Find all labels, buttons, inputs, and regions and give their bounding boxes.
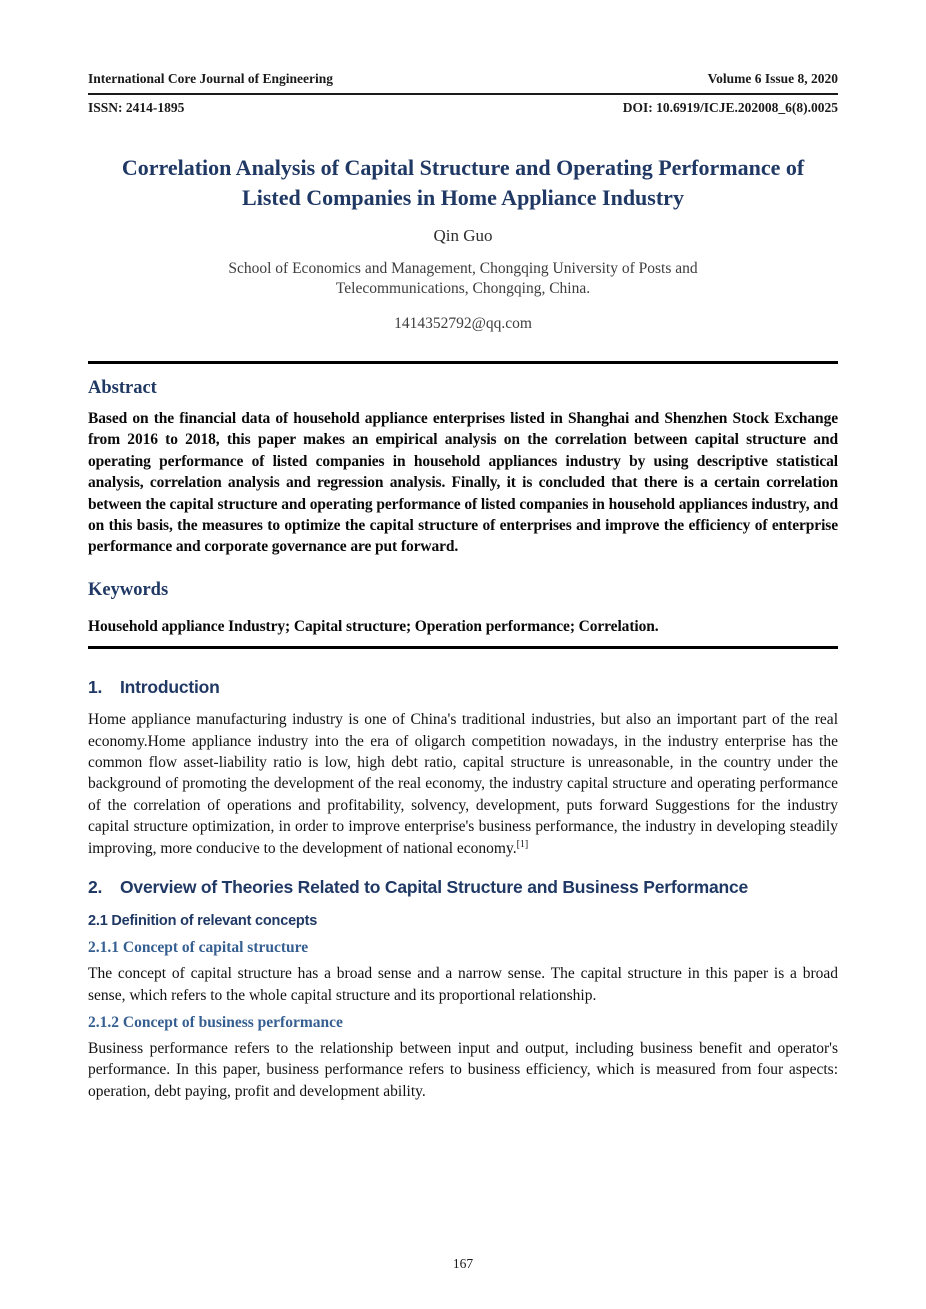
keywords-heading: Keywords xyxy=(88,579,169,600)
author-affiliation: School of Economics and Management, Chongqing University of Posts and Telecommunications, Chongqing, China. xyxy=(228,260,698,297)
section-1-paragraph xyxy=(88,709,838,859)
section-2-1-1-paragraph: The concept of capital structure has a broad sense and a narrow sense. The capital structure in this paper is a broad sense, which refers to the whole capital structure and its proportional relationship. xyxy=(88,965,838,1004)
journal-header-row1 xyxy=(88,70,838,88)
abstract-heading: Abstract xyxy=(88,378,157,398)
abstract-body: Based on the financial data of household appliance enterprises listed in Shanghai and Shenzhen Stock Exchange from 2016 to 2018, this paper makes an empirical analysis on the correlation between capital structure and operating performance of listed companies in household appliances industry by using descriptive statistical analysis, correlation analysis and regression analysis. Finally, it is concluded that there is a certain correlation between the capital structure and operating performance of listed companies in household appliances industry, and on this basis, the measures to optimize the capital structure of enterprises and improve the efficiency of enterprise performance and corporate governance are put forward. xyxy=(88,410,838,556)
section-1-text: Home appliance manufacturing industry is one of China's traditional industries, but also an important part of the real economy.Home appliance industry into the era of oligarch competition nowadays, in the industry enterprise has the common flow asset-liability ratio is low, high debt ratio, capital structure is unreasonable, in the country under the background of promoting the development of the real economy, the industry capital structure and operating performance of the correlation of operations and profitability, solvency, development, puts forward Suggestions for the industry capital structure optimization, in order to improve enterprise's business performance, the industry in developing steadily improving, more conducive to the development of national economy. xyxy=(88,711,838,857)
page-title: Correlation Analysis of Capital Structure and Operating Performance of Listed Companies in Home Appliance Industry xyxy=(121,155,805,210)
journal-header-row2 xyxy=(88,99,838,117)
journal-issn: ISSN: 2414-1895 xyxy=(88,100,185,115)
keywords-body: Household appliance Industry; Capital structure; Operation performance; Correlation. xyxy=(88,617,659,635)
section-2-1-heading: 2.1 Definition of relevant concepts xyxy=(88,913,318,930)
section-2-1-2-paragraph: Business performance refers to the relationship between input and output, including business benefit and operator's performance. In this paper, business performance refers to business efficiency, which is measured from four aspects: operation, debt paying, profit and development ability. xyxy=(88,1039,838,1100)
keywords-bottom-rule xyxy=(88,646,838,649)
section-1-heading xyxy=(88,676,838,699)
journal-header xyxy=(88,70,838,117)
citation-ref-1: [1] xyxy=(516,838,529,850)
author-email: 1414352792@qq.com xyxy=(394,315,532,332)
section-2-heading xyxy=(88,875,838,899)
section-1-number: 1. xyxy=(88,677,103,698)
page-number: 167 xyxy=(452,1256,474,1271)
journal-doi: DOI: 10.6919/ICJE.202008_6(8).0025 xyxy=(622,100,838,115)
section-1-title: Introduction xyxy=(120,677,220,698)
journal-volume: Volume 6 Issue 8, 2020 xyxy=(707,71,838,86)
section-2-number: 2. xyxy=(88,877,103,898)
journal-name: International Core Journal of Engineering xyxy=(88,71,334,86)
author-name: Qin Guo xyxy=(433,226,493,245)
section-2-1-1-heading: 2.1.1 Concept of capital structure xyxy=(88,939,309,957)
section-2-title: Overview of Theories Related to Capital Structure and Business Performance xyxy=(120,877,749,898)
section-2-1-2-heading: 2.1.2 Concept of business performance xyxy=(88,1013,343,1031)
header-rule xyxy=(88,93,838,95)
abstract-top-rule xyxy=(88,361,838,364)
